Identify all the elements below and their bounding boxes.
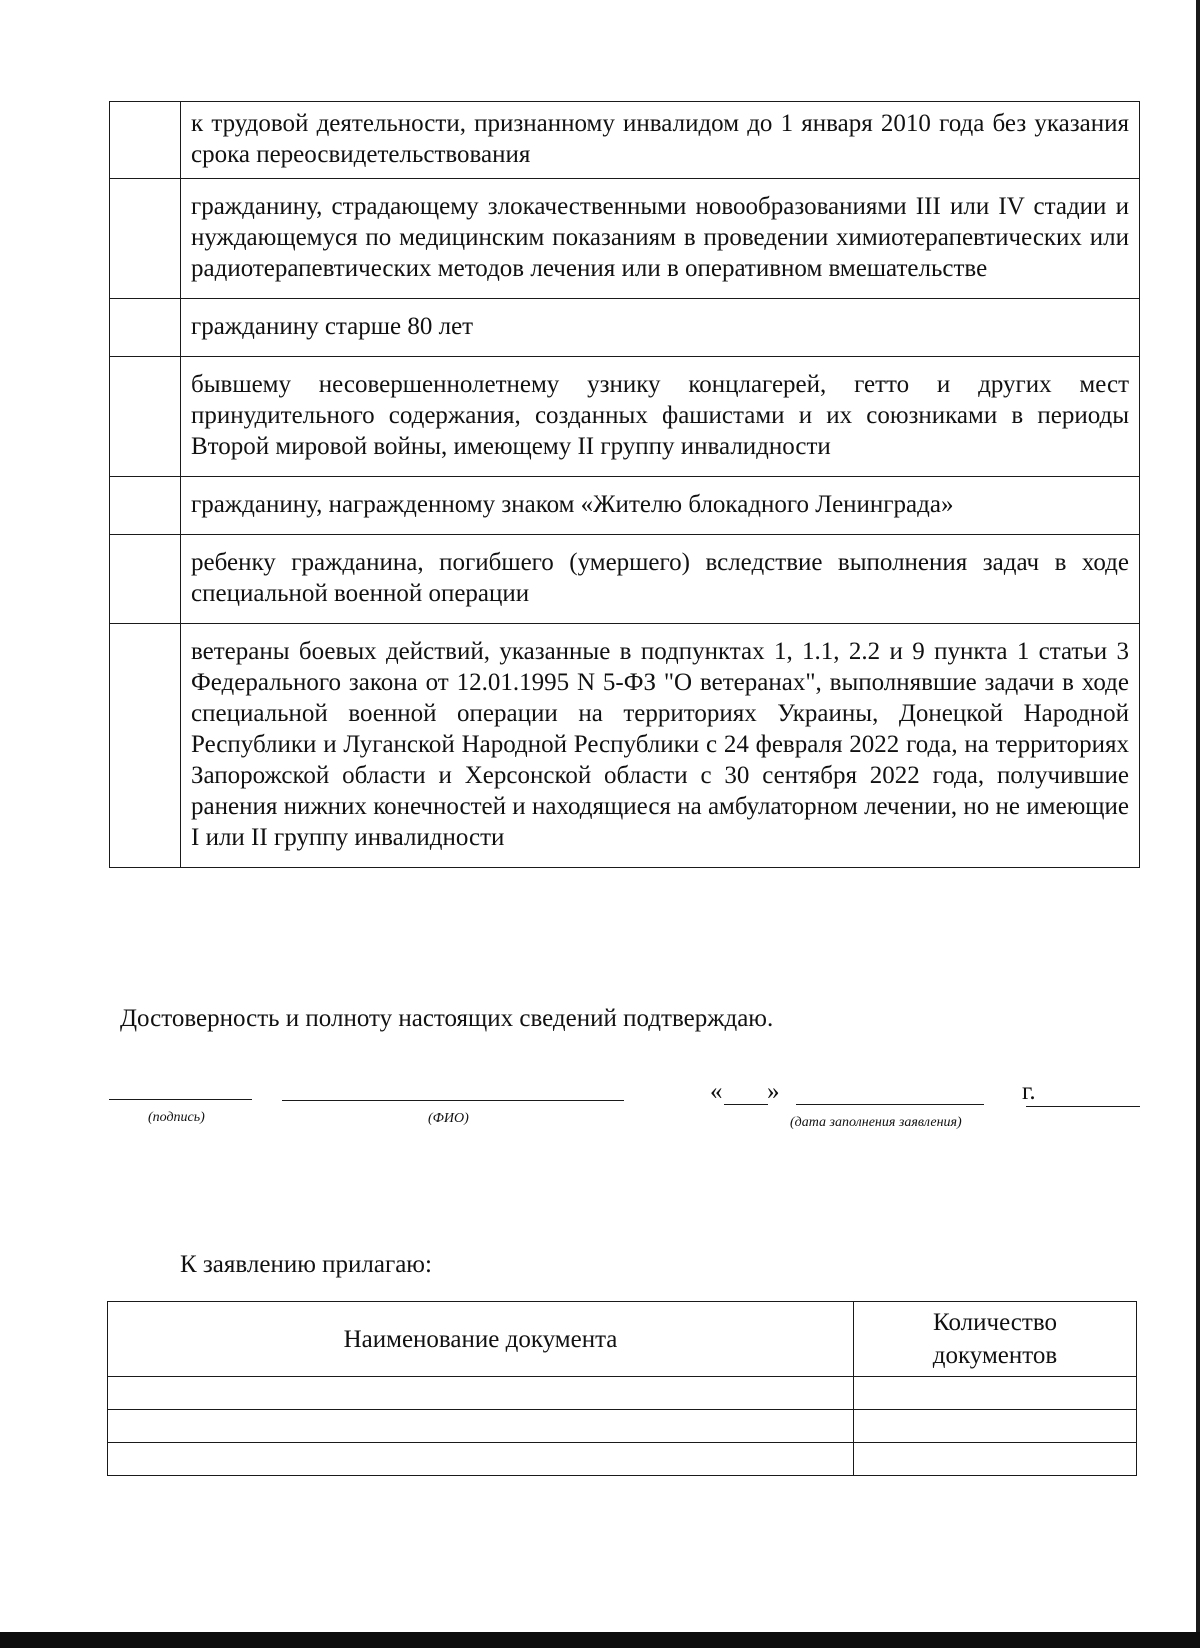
signature-caption: (подпись) [148, 1110, 205, 1125]
category-checkbox[interactable] [110, 624, 181, 868]
category-checkbox[interactable] [110, 179, 181, 299]
attachment-count-cell[interactable] [854, 1377, 1137, 1410]
header-count-line2: документов [932, 1342, 1058, 1369]
scan-edge-right [1196, 0, 1200, 1648]
attachments-title: К заявлению прилагаю: [180, 1251, 432, 1278]
attachment-name-cell[interactable] [108, 1410, 854, 1443]
date-quote-open: « [710, 1078, 723, 1105]
header-count-line1: Количество [933, 1309, 1057, 1336]
date-quote-close: » [767, 1078, 780, 1105]
attachments-header-row [108, 1302, 1137, 1377]
signature-line[interactable] [109, 1099, 252, 1100]
category-row [110, 357, 1140, 477]
header-document-count [854, 1302, 1137, 1377]
attachment-name-cell[interactable] [108, 1443, 854, 1476]
attachment-name-cell[interactable] [108, 1377, 854, 1410]
year-suffix: г. [1022, 1078, 1036, 1105]
attachment-count-cell[interactable] [854, 1443, 1137, 1476]
attachment-row [108, 1377, 1137, 1410]
attachments-table [107, 1301, 1137, 1476]
category-checkbox[interactable] [110, 535, 181, 624]
category-checkbox[interactable] [110, 102, 181, 179]
fio-line[interactable] [282, 1100, 624, 1101]
attachment-count-cell[interactable] [854, 1410, 1137, 1443]
header-document-name: Наименование документа [108, 1302, 854, 1377]
fio-caption: (ФИО) [428, 1111, 469, 1126]
category-row [110, 299, 1140, 357]
date-caption: (дата заполнения заявления) [790, 1115, 962, 1130]
category-text: ветераны боевых действий, указанные в подпунктах 1, 1.1, 2.2 и 9 пункта 1 статьи 3 Федерального закона от 12.01.1995 N 5-ФЗ "О ветеранах", выполнявшие задачи в ходе специальной военной операции на территориях Украины, Донецкой Народной Республики и Луганской Народной Республики с 24 февраля 2022 года, на территориях Запорожской области и Херсонской области с 30 сентября 2022 года, получившие ранения нижних конечностей и находящиеся на амбулаторном лечении, но не имеющие I или II группу инвалидности [181, 624, 1140, 868]
category-text: бывшему несовершеннолетнему узнику концлагерей, гетто и других мест принудительного содержания, созданных фашистами и их союзниками в периоды Второй мировой войны, имеющему II группу инвалидности [181, 357, 1140, 477]
category-text: гражданину, страдающему злокачественными новообразованиями III или IV стадии и нуждающемуся по медицинским показаниям в проведении химиотерапевтических или радиотерапевтических методов лечения или в оперативном вмешательстве [181, 179, 1140, 299]
category-row [110, 477, 1140, 535]
category-checkbox[interactable] [110, 357, 181, 477]
date-day-line[interactable] [724, 1104, 768, 1105]
confirmation-statement: Достоверность и полноту настоящих сведений подтверждаю. [120, 1005, 774, 1032]
date-year-line[interactable] [1026, 1106, 1140, 1107]
category-text: ребенку гражданина, погибшего (умершего) вследствие выполнения задач в ходе специальной военной операции [181, 535, 1140, 624]
date-month-line[interactable] [796, 1104, 984, 1105]
category-text: гражданину, награжденному знаком «Жителю блокадного Ленинграда» [181, 477, 1140, 535]
category-text: гражданину старше 80 лет [181, 299, 1140, 357]
category-row [110, 102, 1140, 179]
category-table [109, 101, 1140, 868]
category-text: к трудовой деятельности, признанному инвалидом до 1 января 2010 года без указания срока переосвидетельствования [181, 102, 1140, 179]
category-row [110, 624, 1140, 868]
category-checkbox[interactable] [110, 299, 181, 357]
scan-edge-bottom [0, 1632, 1200, 1648]
category-row [110, 535, 1140, 624]
attachment-row [108, 1443, 1137, 1476]
category-checkbox[interactable] [110, 477, 181, 535]
category-row [110, 179, 1140, 299]
attachment-row [108, 1410, 1137, 1443]
